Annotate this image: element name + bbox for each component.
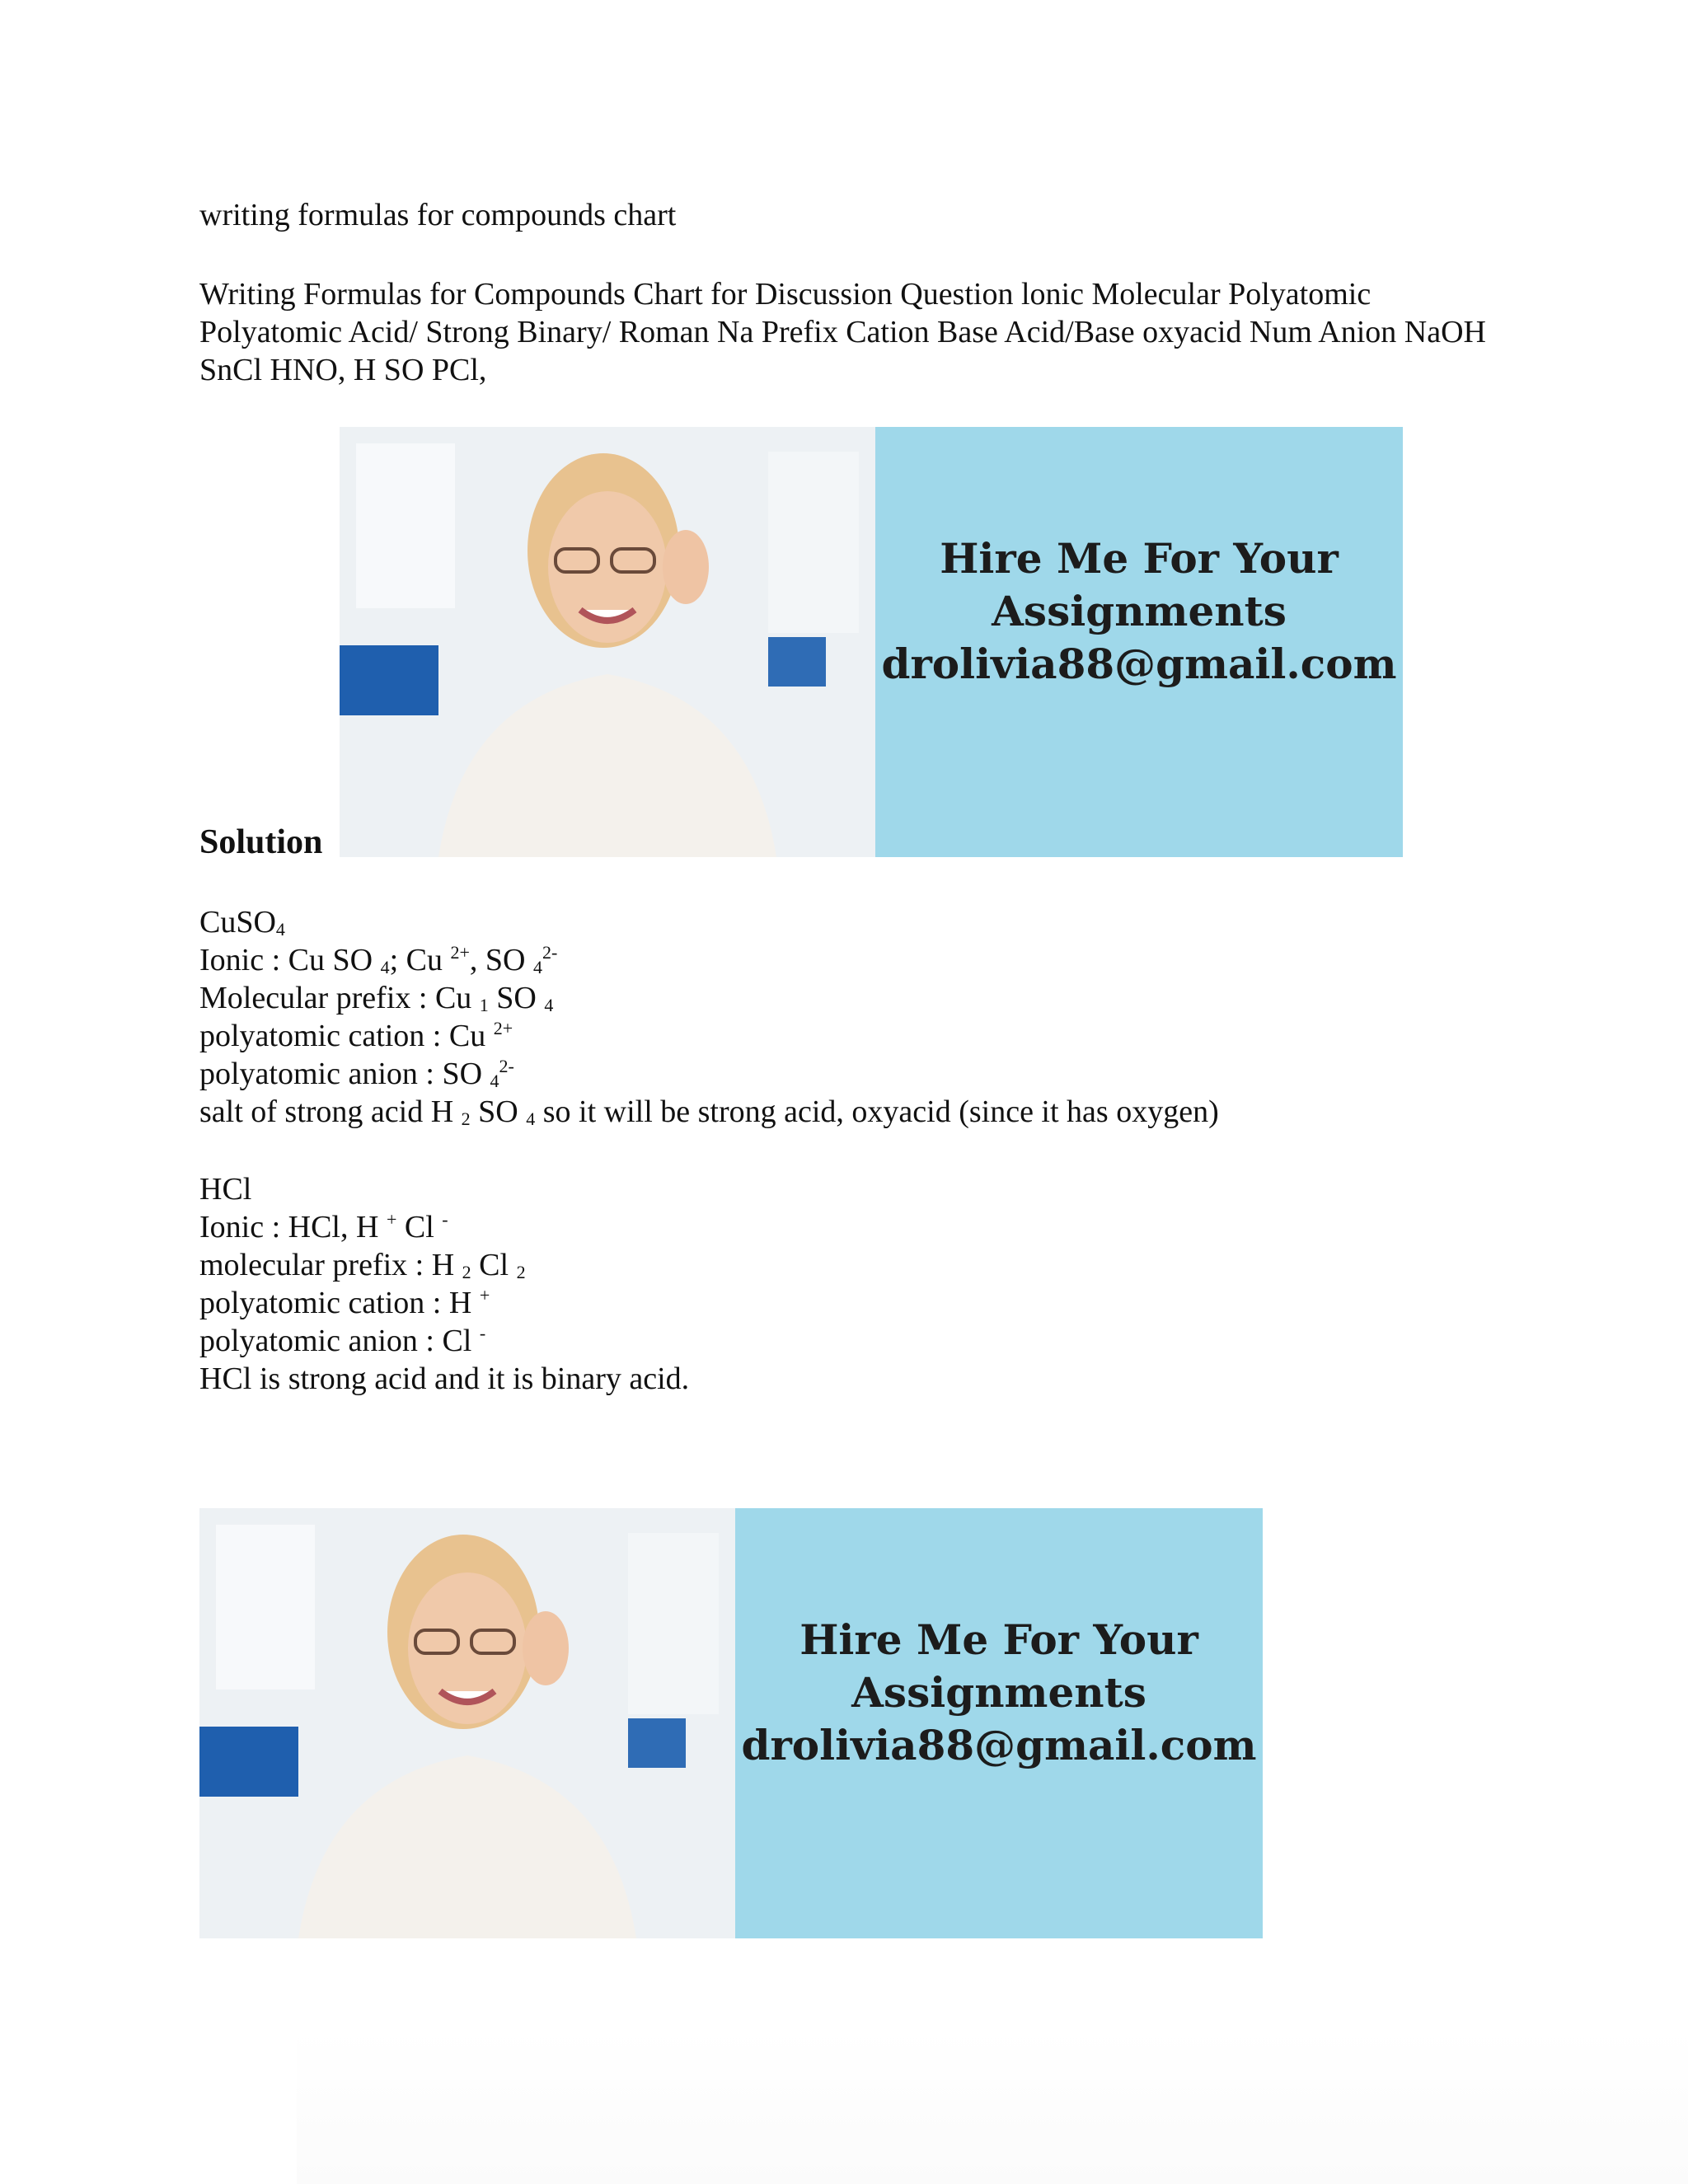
cuso4-heading: CuSO$_4$ bbox=[199, 905, 285, 940]
hire-me-banner-bottom[interactable] bbox=[199, 1508, 1263, 1938]
document-title: writing formulas for compounds chart bbox=[199, 198, 677, 232]
hcl-section bbox=[199, 1170, 689, 1398]
cuso4-ionic-line: Ionic : Cu SO $_4$; Cu $^{2+}$, SO $_4^{2-}$ bbox=[199, 942, 558, 977]
banner-line-2: Assignments bbox=[851, 1668, 1146, 1717]
banner-cta-panel bbox=[735, 1508, 1263, 1938]
cuso4-cation-line: polyatomic cation : Cu $^{2+}$ bbox=[199, 1018, 513, 1053]
cuso4-molecular-line: Molecular prefix : Cu $_1$ SO $_4$ bbox=[199, 981, 554, 1015]
hcl-anion-line: polyatomic anion : Cl - bbox=[199, 1323, 486, 1358]
page-footer-area bbox=[297, 2027, 1688, 2184]
banner-line-2: Assignments bbox=[992, 587, 1287, 635]
hire-me-banner-top[interactable] bbox=[340, 427, 1403, 857]
hcl-heading: HCl bbox=[199, 1172, 252, 1207]
photo-illustration bbox=[340, 427, 875, 857]
cuso4-anion-line: polyatomic anion : SO $_4^{2-}$ bbox=[199, 1056, 514, 1091]
banner-email[interactable]: drolivia88@gmail.com bbox=[881, 640, 1397, 688]
cuso4-section bbox=[199, 903, 1219, 1131]
solution-heading: Solution bbox=[199, 823, 323, 861]
banner-email[interactable]: drolivia88@gmail.com bbox=[741, 1721, 1257, 1769]
question-text: Writing Formulas for Compounds Chart for Discussion Question lonic Molecular Polyatomic Polyatomic Acid/ Strong Binary/ Roman Na Prefix Cation Base Acid/Base oxyacid Num Anion NaOH SnCl HNO, H SO PCl, bbox=[199, 277, 1486, 387]
banner-line-1: Hire Me For Your bbox=[799, 1615, 1198, 1664]
woman-with-glasses-photo bbox=[199, 1508, 735, 1938]
hcl-molecular-line: molecular prefix : H $_2$ Cl $_2$ bbox=[199, 1248, 526, 1282]
woman-with-glasses-photo bbox=[340, 427, 875, 857]
banner-line-1: Hire Me For Your bbox=[940, 534, 1339, 583]
hcl-ionic-line: Ionic : HCl, H + Cl - bbox=[199, 1209, 448, 1244]
hcl-cation-line: polyatomic cation : H + bbox=[199, 1285, 490, 1320]
photo-illustration bbox=[199, 1508, 735, 1938]
hcl-conclusion-line: HCl is strong acid and it is binary acid. bbox=[199, 1361, 690, 1396]
banner-cta-panel bbox=[875, 427, 1403, 857]
cuso4-salt-line: salt of strong acid H $_2$ SO $_4$ so it will be strong acid, oxyacid (since it has oxygen) bbox=[199, 1094, 1219, 1129]
